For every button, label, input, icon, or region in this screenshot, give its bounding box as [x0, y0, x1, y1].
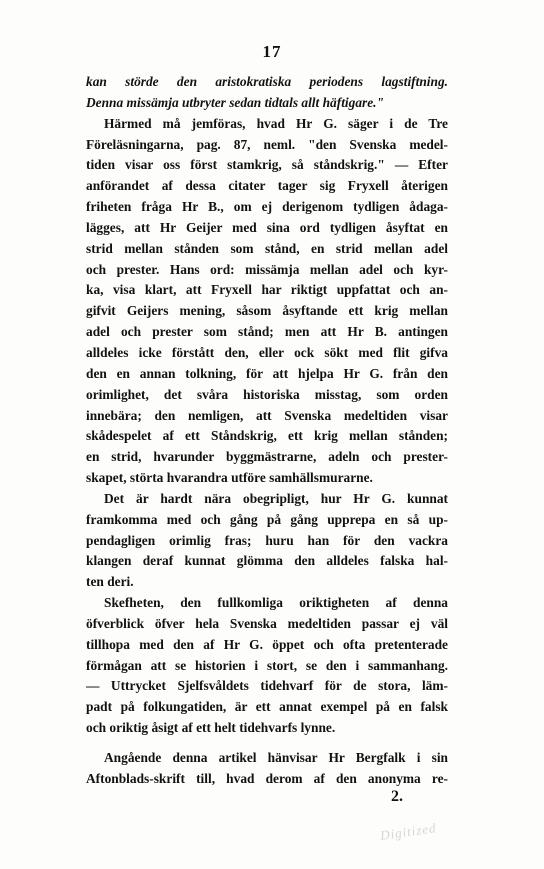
text-line: skådespelet af ett Ståndskrig, ett krig mellan stånden;: [86, 428, 448, 444]
text-line: tiden visar oss först stamkrig, så ståndskrig." — Efter: [86, 157, 448, 173]
text-line: och prester. Hans ord: missämja mellan adel och kyr-: [86, 261, 448, 277]
paragraph-end-line: skapet, störta hvarandra utföre samhällsmurarne.: [86, 470, 373, 486]
paragraph-start-line: Angående denna artikel hänvisar Hr Bergfalk i sin: [104, 750, 448, 765]
signature-mark: 2.: [391, 788, 403, 805]
text-line: Denna missämja utbryter sedan tidtals allt häftigare.": [86, 94, 384, 110]
text-line: — Uttrycket Sjelfsvåldets tidehvarf för de stora, läm-: [86, 678, 448, 694]
text-line: innebära; den nemligen, att Svenska medeltiden visar: [86, 407, 448, 423]
text-line: ka, visa klart, att Fryxell har riktigt uppfattat och an-: [86, 282, 448, 298]
paragraph-end-line: och oriktig åsigt af ett helt tidehvarfs lynne.: [86, 720, 336, 736]
text-line: Aftonblads-skrift till, hvad derom af den anonyma re-: [86, 770, 448, 786]
text-line: kan störde den aristokratiska periodens lagstiftning.: [86, 74, 448, 89]
text-line: den en annan tolkning, för att hjelpa Hr G. från den: [86, 365, 448, 381]
text-line: pendagligen orimlig fras; huru han för den vackra: [86, 532, 448, 548]
text-line: Föreläsningarna, pag. 87, neml. "den Svenska medel-: [86, 136, 448, 152]
text-line: anförandet af dessa citater tager sig Fryxell återigen: [86, 178, 448, 194]
text-line: adel och prester som stånd; men att Hr B. antingen: [86, 324, 448, 340]
text-line: padt på folkungatiden, är ett annat exempel på en falsk: [86, 699, 448, 715]
library-watermark: Digitized: [379, 820, 438, 843]
text-line: en strid, hvarunder byggmästrarne, adeln och prester-: [86, 449, 448, 465]
text-line: strid mellan stånden som stånd, en strid mellan adel: [86, 240, 448, 256]
page-number: 17: [262, 42, 282, 61]
paragraph-start-line: Härmed må jemföras, hvad Hr G. säger i de Tre: [104, 115, 448, 131]
text-line: framkomma med och gång på gång upprepa en så up-: [86, 511, 448, 527]
text-line: alldeles icke förstått den, eller ock sökt med flit gifva: [86, 344, 448, 360]
paragraph-gap: [86, 739, 448, 748]
paragraph-start-line: Det är hardt nära obegripligt, hur Hr G. kunnat: [104, 490, 448, 506]
text-line: klangen deraf kunnat glömma den alldeles falska hal-: [86, 553, 448, 569]
body-text: [86, 72, 448, 790]
paragraph-end-line: ten deri.: [86, 574, 134, 590]
text-line: friheten fråga Hr B., om ej derigenom tydligen ådaga-: [86, 199, 448, 215]
text-line: gifvit Geijers mening, såsom åsyftande ett krig mellan: [86, 303, 448, 319]
text-line: förmågan att se historien i stort, se den i sammanhang.: [86, 657, 448, 673]
paragraph-start-line: Skefheten, den fullkomliga oriktigheten af denna: [104, 595, 448, 611]
text-line: lägges, att Hr Geijer med sina ord tydligen åsyftat en: [86, 219, 448, 235]
text-line: tillhopa med den af Hr G. öppet och ofta pretenterade: [86, 636, 448, 652]
text-line: öfverblick öfver hela Svenska medeltiden passar ej väl: [86, 615, 448, 631]
text-line: orimlighet, det svåra historiska misstag, som orden: [86, 386, 448, 402]
